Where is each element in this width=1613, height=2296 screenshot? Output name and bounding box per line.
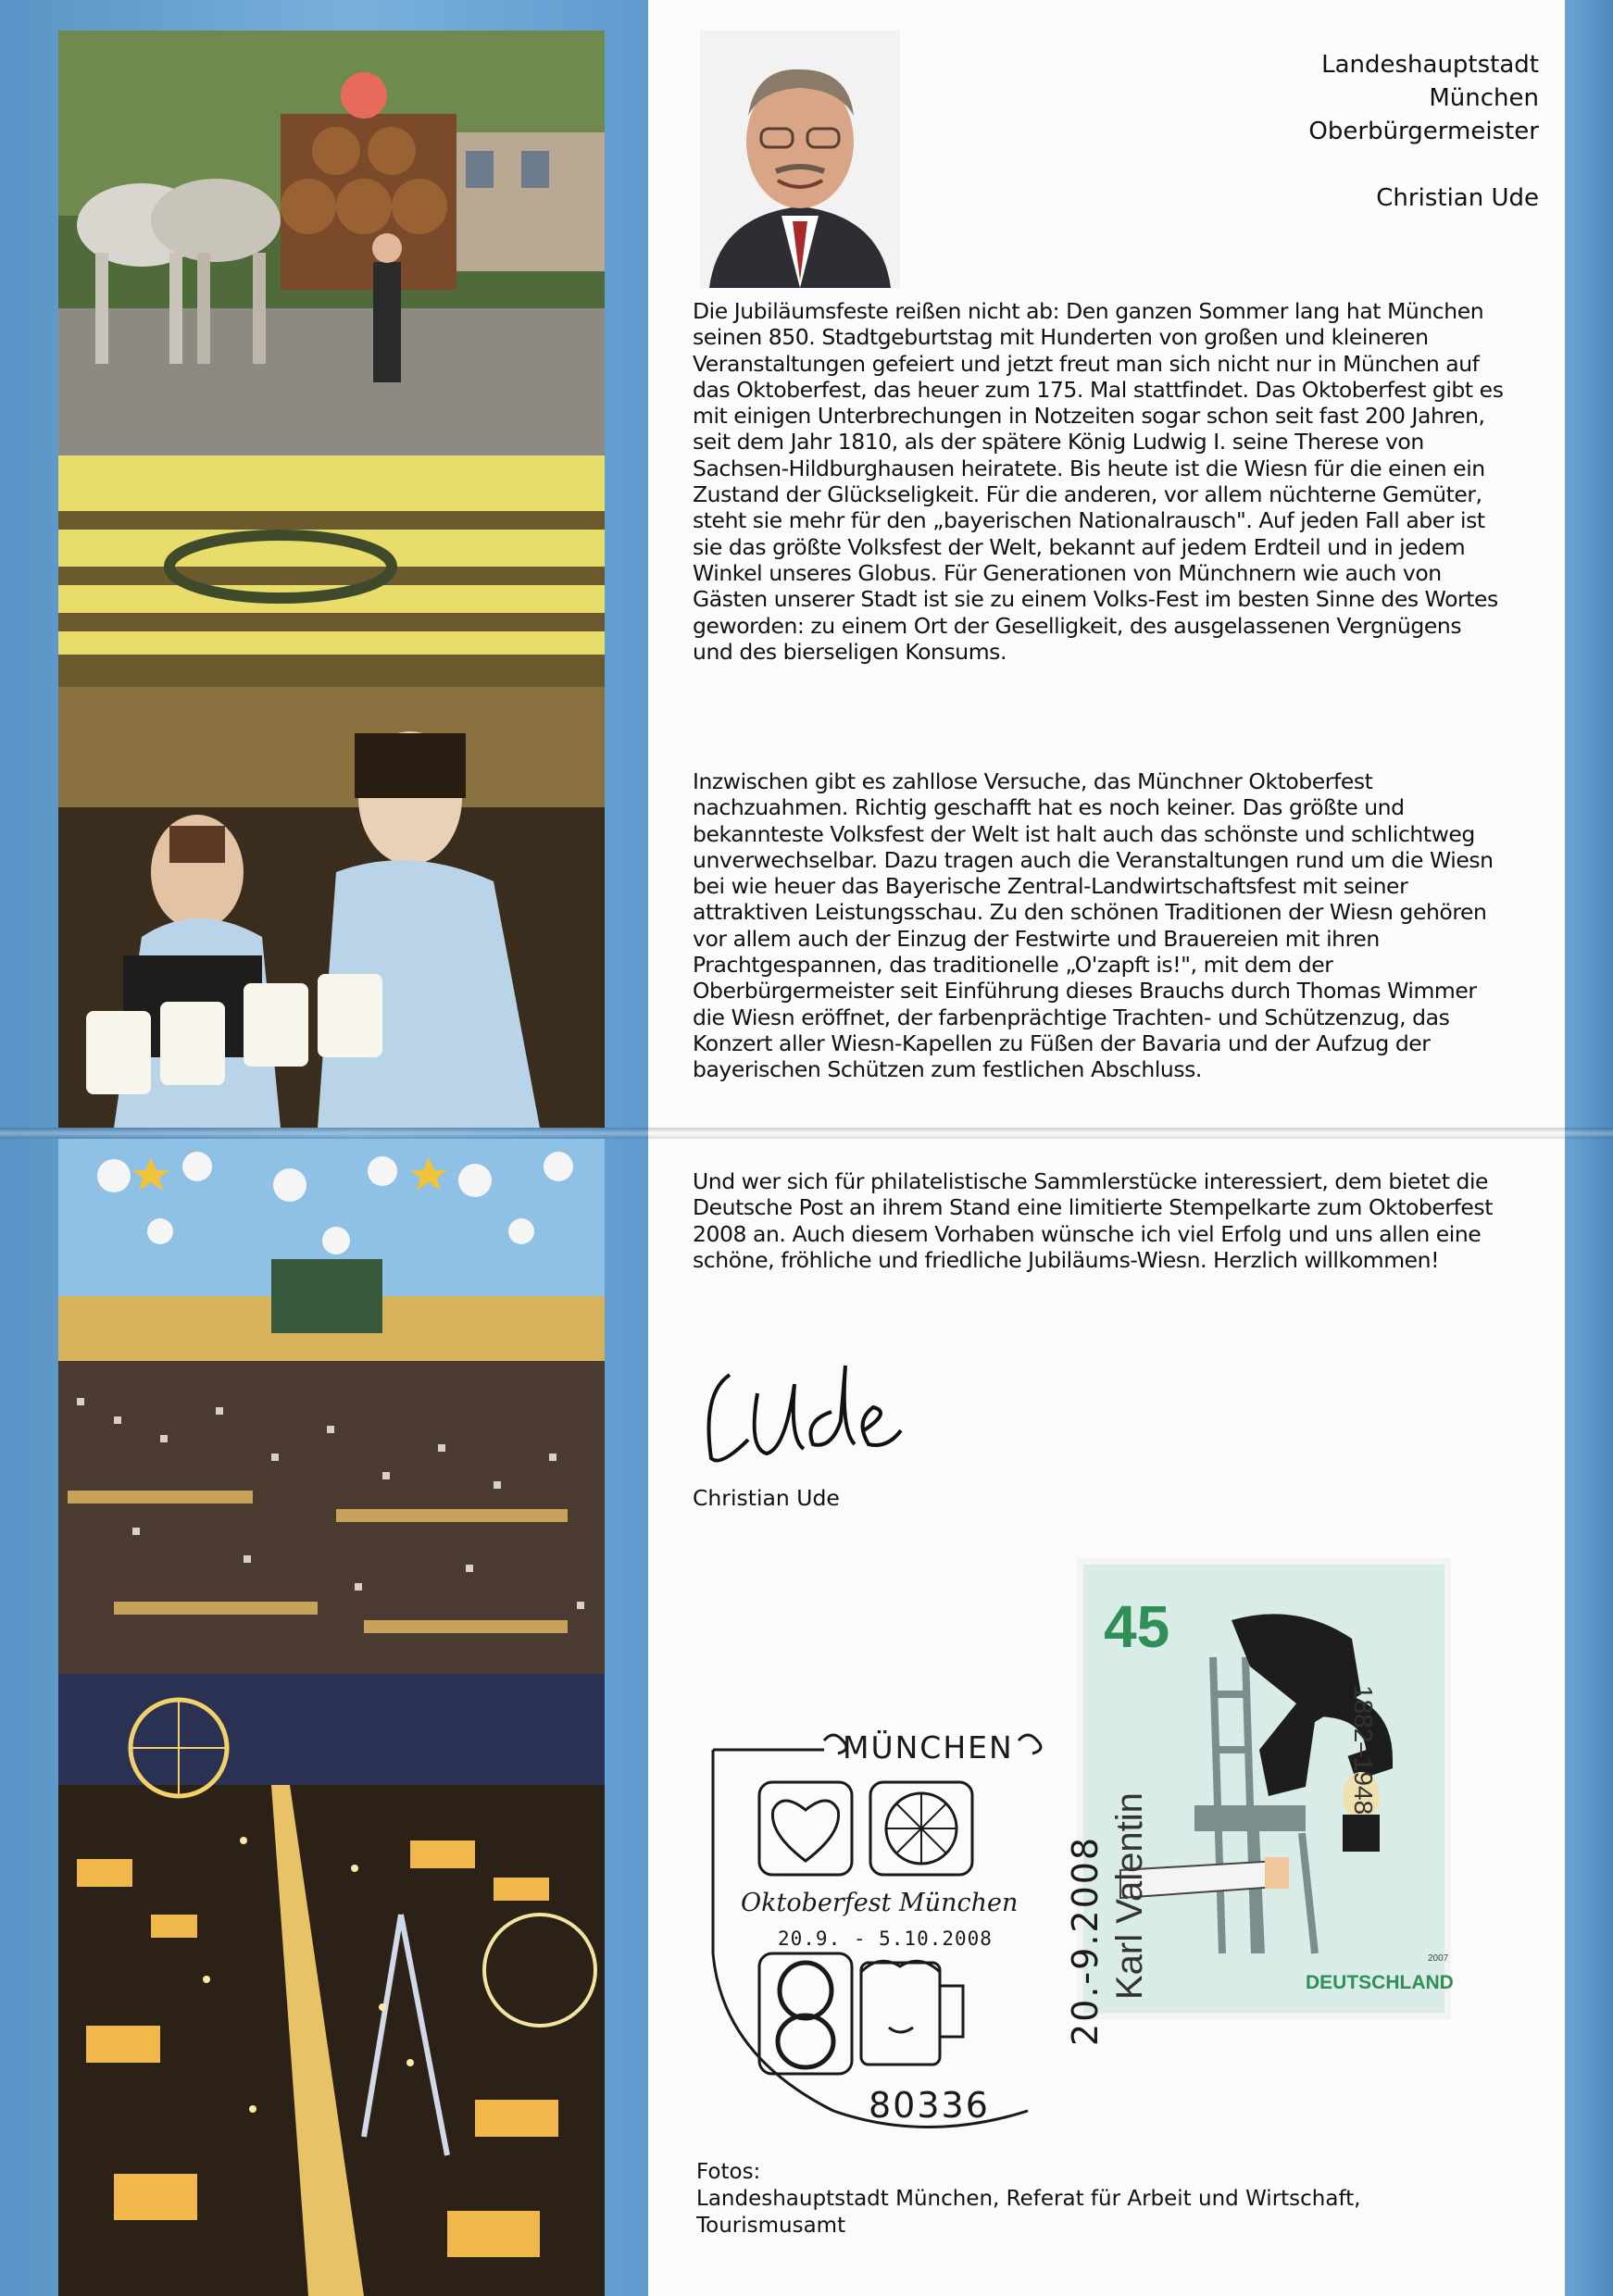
- photo-crowded-tent: [58, 1139, 605, 1674]
- right-blue-frame: [1565, 0, 1613, 2296]
- heart-face-icon: [759, 1782, 852, 1875]
- postmark-event: Oktoberfest München: [741, 1889, 1019, 1917]
- postage-stamp: [1083, 1565, 1454, 2013]
- postmark-postcode: 80336: [869, 2085, 990, 2126]
- letter-paragraph-1: Die Jubiläumsfeste reißen nicht ab: Den ganzen Sommer lang hat München seinen 850. Stadtgeburtstag mit Hunderten von großen und kleineren Veranstaltungen gefeiert und jetzt freut man sich nicht nur in München auf das Oktoberfest, das heuer zum 175. Mal stattfindet. Das Oktoberfest gibt es mit einigen Unterbrechungen in Notzeiten sogar schon seit fast 200 Jahren, seit dem Jahr 1810, als der spätere König Ludwig I. seine Therese von Sachsen-Hildburghausen heiratete. Bis heute ist die Wiesn für die einen ein Zustand der Glückseligkeit. Für die anderen, vor allem nüchterne Gemüter, steht sie mehr für den „bayerischen Nationalrausch". Auf jeden Fall aber ist sie das größte Volksfest der Welt, bekannt auf jedem Erdteil und in jedem Winkel unseres Globus. Für Generationen von Münchnern wie auch von Gästen unserer Stadt ist sie zu einem Volks-Fest im besten Sinne des Wortes geworden: zu einem Ort der Geselligkeit, des ausgelassenen Vergnügens und des bierseligen Konsums.: [693, 298, 1504, 665]
- letter-paragraph-2: Inzwischen gibt es zahllose Versuche, das Münchner Oktoberfest nachzuahmen. Richtig geschafft hat es noch keiner. Das größte und bekannteste Volksfest der Welt ist halt auch das schönste und schlichtweg unverwechselbar. Dazu tragen auch die Veranstaltungen rund um die Wiesn bei wie heuer das Bayerische Zentral-Landwirtschaftsfest mit seiner attraktiven Leistungsschau. Zu den schönen Traditionen der Wiesn gehören vor allem auch der Einzug der Festwirte und Brauereien mit ihren Prachtgespannen, das traditionelle „O'zapft is!", mit dem der Oberbürgermeister seit Einführung dieses Brauchs durch Thomas Wimmer die Wiesn eröffnet, der farbenprächtige Trachten- und Schützenzug, das Konzert aller Wiesn-Kapellen zu Füßen der Bavaria und der Aufzug der bayerischen Schützen zum festlichen Abschluss.: [693, 768, 1494, 1083]
- credits-label: Fotos:: [696, 2160, 761, 2184]
- stamp-value: 45: [1104, 1593, 1170, 1660]
- credits-line-2: Tourismusamt: [696, 2214, 846, 2238]
- letterhead-city: Landeshauptstadt: [1321, 51, 1539, 79]
- letterhead-office: Oberbürgermeister: [1308, 118, 1539, 145]
- photo-night-fairground: [58, 1674, 605, 2296]
- signatory-name: Christian Ude: [693, 1485, 840, 1511]
- photo-credits: [696, 2159, 1361, 2240]
- letterhead-name: Christian Ude: [1376, 184, 1539, 212]
- postmark-cancel-date: 20.-9.2008: [1065, 1835, 1106, 2046]
- letterhead-city-name: München: [1429, 84, 1539, 112]
- portrait-photo: [700, 31, 900, 288]
- postmark-city: MÜNCHEN: [843, 1729, 1014, 1766]
- photo-tent-waitresses: [58, 455, 605, 1128]
- stamp-country: DEUTSCHLAND: [1306, 1972, 1454, 1993]
- beer-mug-face-icon: [861, 1961, 963, 2065]
- handwritten-signature: [693, 1347, 915, 1481]
- letter-paragraph-3: Und wer sich für philatelistische Sammlerstücke interessiert, dem bietet die Deutsche Post an ihrem Stand eine limitierte Stempelkarte zum Oktoberfest 2008 an. Auch diesem Vorhaben wünsche ich viel Erfolg und uns allen eine schöne, fröhliche und friedliche Jubiläums-Wiesn. Herzlich willkommen!: [693, 1168, 1493, 1273]
- pretzel-icon: [759, 1953, 852, 2074]
- stamp-issue-year: 2007: [1428, 1953, 1449, 1964]
- card-fold-line: [0, 1128, 1613, 1139]
- letterhead: [1308, 48, 1539, 215]
- stamp-years: 1882–1948: [1349, 1685, 1378, 1816]
- ferris-wheel-icon: [870, 1782, 972, 1875]
- postmark-dates: 20.9. - 5.10.2008: [778, 1928, 993, 1950]
- credits-line-1: Landeshauptstadt München, Referat für Arbeit und Wirtschaft,: [696, 2187, 1361, 2211]
- stamp-person-name: Karl Valentin: [1109, 1792, 1150, 2000]
- photo-brewery-parade: [58, 31, 605, 456]
